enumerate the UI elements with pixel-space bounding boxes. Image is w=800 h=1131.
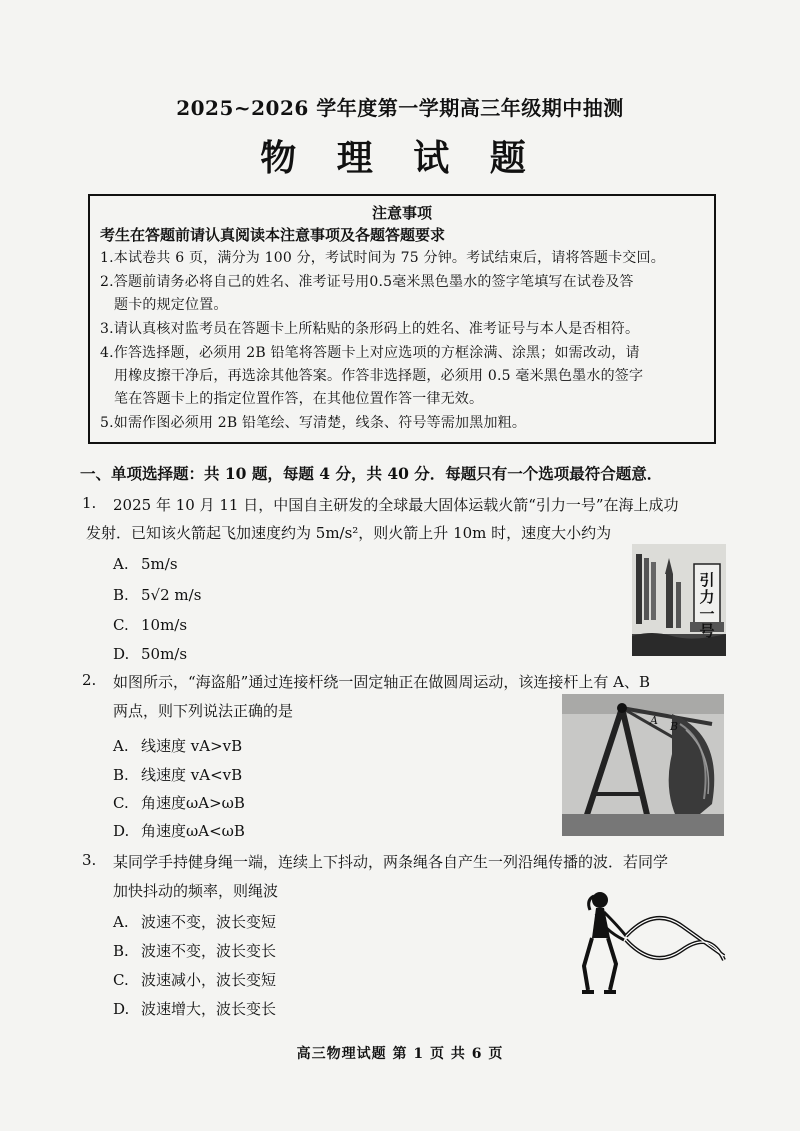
question-number: 2. bbox=[82, 671, 97, 689]
option-text: 50m/s bbox=[141, 645, 188, 663]
option-d bbox=[113, 645, 187, 663]
option-label: C. bbox=[113, 971, 129, 989]
question-number: 3. bbox=[82, 851, 97, 869]
notice-line: 题卡的规定位置。 bbox=[114, 297, 228, 313]
point-a-label: A bbox=[650, 714, 658, 727]
question-stem-line: 某同学手持健身绳一端，连续上下抖动，两条绳各自产生一列沿绳传播的波．若同学 bbox=[113, 853, 669, 871]
option-label: D. bbox=[113, 1000, 130, 1018]
question-number: 1. bbox=[82, 494, 97, 512]
option-text: 线速度 vA>vB bbox=[141, 737, 243, 755]
option-label: A. bbox=[113, 737, 129, 755]
notice-box bbox=[88, 194, 716, 444]
pirate-ship-figure bbox=[562, 694, 724, 836]
question-stem-line: 如图所示，“海盗船”通过连接杆绕一固定轴正在做圆周运动，该连接杆上有 A、B bbox=[113, 673, 650, 691]
option-label: D. bbox=[113, 822, 130, 840]
option-text: 5√2 m/s bbox=[141, 586, 202, 604]
option-b bbox=[113, 940, 276, 961]
rocket-caption: 引力一号 bbox=[699, 571, 715, 640]
pirate-ship-photo bbox=[562, 694, 724, 836]
option-label: C. bbox=[113, 616, 129, 634]
option-a bbox=[113, 555, 178, 573]
notice-line: 3.请认真核对监考员在答题卡上所粘贴的条形码上的姓名、准考证号与本人是否相符。 bbox=[100, 321, 640, 337]
option-text: 波速减小，波长变短 bbox=[141, 971, 277, 989]
rocket-photo bbox=[632, 544, 726, 656]
option-text: 5m/s bbox=[141, 555, 178, 573]
notice-line: 5.如需作图必须用 2B 铅笔绘、写清楚，线条、符号等需加黑加粗。 bbox=[100, 415, 527, 431]
option-label: D. bbox=[113, 645, 130, 663]
option-label: A. bbox=[113, 555, 129, 573]
option-label: B. bbox=[113, 766, 129, 784]
notice-line: 4.作答选择题，必须用 2B 铅笔将答题卡上对应选项的方框涂满、涂黑；如需改动，请 bbox=[100, 345, 640, 361]
option-text: 角速度ωA>ωB bbox=[141, 794, 245, 812]
question-stem-line: 发射．已知该火箭起飞加速度约为 5m/s²，则火箭上升 10m 时，速度大小约为 bbox=[86, 524, 612, 542]
option-c bbox=[113, 616, 187, 634]
option-label: B. bbox=[113, 586, 129, 604]
option-b bbox=[113, 586, 201, 604]
page-footer: 高三物理试题 第 1 页 共 6 页 bbox=[296, 1046, 504, 1062]
option-text: 波速增大，波长变长 bbox=[141, 1000, 277, 1018]
point-b-label: B bbox=[670, 720, 679, 733]
page-title: 物 理 试 题 bbox=[260, 137, 540, 179]
option-text: 波速不变，波长变短 bbox=[141, 913, 277, 931]
option-text: 线速度 vA<vB bbox=[141, 766, 243, 784]
option-a bbox=[113, 911, 276, 932]
question-stem-line: 两点，则下列说法正确的是 bbox=[113, 702, 294, 720]
option-b bbox=[113, 764, 242, 785]
option-label: C. bbox=[113, 794, 129, 812]
rope-exercise-figure bbox=[574, 886, 726, 1002]
option-label: B. bbox=[113, 942, 129, 960]
section-title: 一、单项选择题：共 10 题，每题 4 分，共 40 分．每题只有一个选项最符合题意． bbox=[80, 464, 663, 483]
exam-header: 2025~2026 学年度第一学期高三年级期中抽测 bbox=[176, 96, 624, 120]
option-c bbox=[113, 792, 245, 813]
option-label: A. bbox=[113, 913, 129, 931]
option-c bbox=[113, 969, 276, 990]
option-text: 角速度ωA<ωB bbox=[141, 822, 245, 840]
question-stem-line: 2025 年 10 月 11 日，中国自主研发的全球最大固体运载火箭“引力一号”在海上成功 bbox=[113, 496, 679, 514]
notice-line: 笔在答题卡上的指定位置作答，在其他位置作答一律无效。 bbox=[114, 391, 484, 407]
notice-line: 1.本试卷共 6 页，满分为 100 分，考试时间为 75 分钟。考试结束后，请将答题卡交回。 bbox=[100, 250, 665, 266]
option-text: 10m/s bbox=[141, 616, 188, 634]
option-d bbox=[113, 820, 245, 841]
option-a bbox=[113, 735, 242, 756]
notice-line: 用橡皮擦干净后，再选涂其他答案。作答非选择题，必须用 0.5 毫米黑色墨水的签字 bbox=[114, 368, 644, 384]
notice-subtitle: 考生在答题前请认真阅读本注意事项及各题答题要求 bbox=[100, 226, 446, 244]
option-text: 波速不变，波长变长 bbox=[141, 942, 277, 960]
option-d bbox=[113, 998, 276, 1019]
notice-line: 2.答题前请务必将自己的姓名、准考证号用0.5毫米黑色墨水的签字笔填写在试卷及答 bbox=[100, 274, 634, 290]
rope-figure bbox=[574, 886, 726, 1002]
question-stem-line: 加快抖动的频率，则绳波 bbox=[113, 882, 279, 900]
notice-title: 注意事项 bbox=[371, 204, 432, 222]
